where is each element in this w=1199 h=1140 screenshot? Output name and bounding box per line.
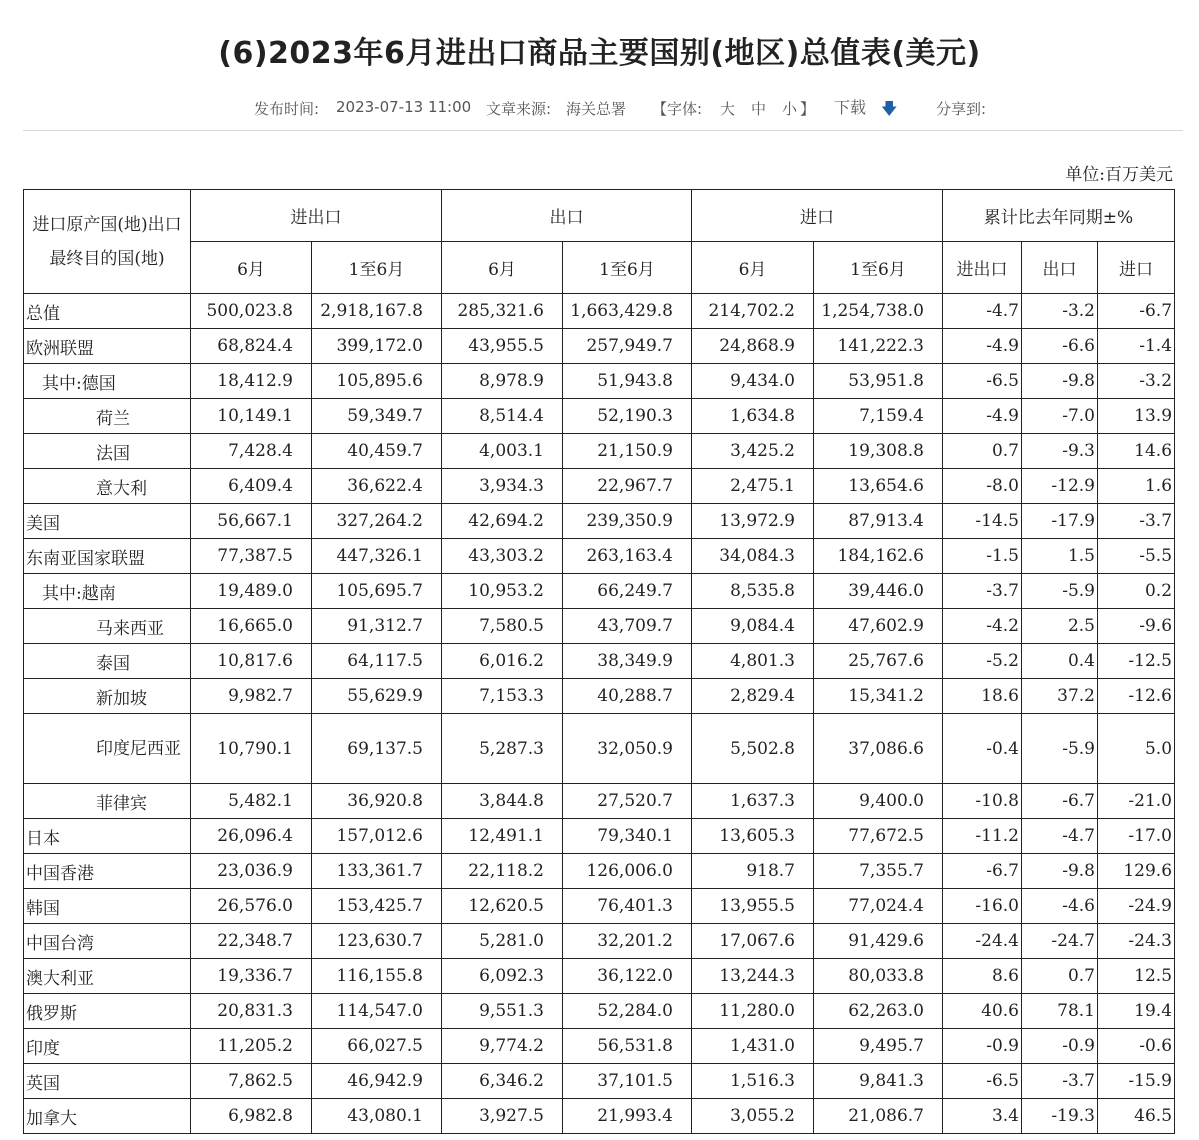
cell-value: -6.6 bbox=[1022, 329, 1098, 364]
cell-value: 76,401.3 bbox=[563, 889, 692, 924]
row-label: 新加坡 bbox=[24, 679, 191, 714]
subheader-cell: 出口 bbox=[1022, 242, 1098, 294]
table-row bbox=[24, 1099, 1175, 1134]
cell-value: 62,263.0 bbox=[814, 994, 943, 1029]
cell-value: -16.0 bbox=[943, 889, 1022, 924]
cell-value: 52,284.0 bbox=[563, 994, 692, 1029]
row-label: 马来西亚 bbox=[24, 609, 191, 644]
cell-value: -0.9 bbox=[1022, 1029, 1098, 1064]
cell-value: 66,249.7 bbox=[563, 574, 692, 609]
cell-value: -17.9 bbox=[1022, 504, 1098, 539]
cell-value: -11.2 bbox=[943, 819, 1022, 854]
font-size-open: 【字体: bbox=[652, 100, 703, 118]
cell-value: 40,288.7 bbox=[563, 679, 692, 714]
cell-value: 918.7 bbox=[692, 854, 814, 889]
cell-value: 1.5 bbox=[1022, 539, 1098, 574]
cell-value: 25,767.6 bbox=[814, 644, 943, 679]
cell-value: -19.3 bbox=[1022, 1099, 1098, 1134]
row-label: 印度 bbox=[24, 1029, 191, 1064]
group-header-total: 进出口 bbox=[191, 190, 442, 242]
cell-value: 6,016.2 bbox=[442, 644, 563, 679]
table-row bbox=[24, 924, 1175, 959]
row-label: 其中:德国 bbox=[24, 364, 191, 399]
cell-value: 13,244.3 bbox=[692, 959, 814, 994]
cell-value: 21,086.7 bbox=[814, 1099, 943, 1134]
row-label: 总值 bbox=[24, 294, 191, 329]
row-label: 中国台湾 bbox=[24, 924, 191, 959]
cell-value: 3,934.3 bbox=[442, 469, 563, 504]
source-label: 文章来源: bbox=[486, 100, 552, 118]
cell-value: 1,637.3 bbox=[692, 784, 814, 819]
cell-value: 12.5 bbox=[1098, 959, 1175, 994]
cell-value: 77,387.5 bbox=[191, 539, 312, 574]
cell-value: 22,967.7 bbox=[563, 469, 692, 504]
cell-value: 13,955.5 bbox=[692, 889, 814, 924]
cell-value: 91,429.6 bbox=[814, 924, 943, 959]
cell-value: 9,434.0 bbox=[692, 364, 814, 399]
cell-value: 13,654.6 bbox=[814, 469, 943, 504]
cell-value: -9.8 bbox=[1022, 364, 1098, 399]
cell-value: 40,459.7 bbox=[312, 434, 442, 469]
cell-value: 46.5 bbox=[1098, 1099, 1175, 1134]
cell-value: 13.9 bbox=[1098, 399, 1175, 434]
cell-value: 129.6 bbox=[1098, 854, 1175, 889]
row-label: 加拿大 bbox=[24, 1099, 191, 1134]
cell-value: -6.7 bbox=[1098, 294, 1175, 329]
cell-value: -7.0 bbox=[1022, 399, 1098, 434]
cell-value: 12,491.1 bbox=[442, 819, 563, 854]
cell-value: 43,709.7 bbox=[563, 609, 692, 644]
cell-value: 22,118.2 bbox=[442, 854, 563, 889]
cell-value: 37,086.6 bbox=[814, 714, 943, 784]
font-small-button[interactable]: 小 bbox=[782, 100, 798, 118]
cell-value: 87,913.4 bbox=[814, 504, 943, 539]
cell-value: 1.6 bbox=[1098, 469, 1175, 504]
cell-value: -4.2 bbox=[943, 609, 1022, 644]
cell-value: 17,067.6 bbox=[692, 924, 814, 959]
font-large-button[interactable]: 大 bbox=[720, 100, 736, 118]
cell-value: 9,841.3 bbox=[814, 1064, 943, 1099]
cell-value: 13,605.3 bbox=[692, 819, 814, 854]
cell-value: 56,531.8 bbox=[563, 1029, 692, 1064]
cell-value: 27,520.7 bbox=[563, 784, 692, 819]
cell-value: 1,663,429.8 bbox=[563, 294, 692, 329]
cell-value: 19,489.0 bbox=[191, 574, 312, 609]
cell-value: 105,695.7 bbox=[312, 574, 442, 609]
cell-value: 32,201.2 bbox=[563, 924, 692, 959]
cell-value: -3.7 bbox=[943, 574, 1022, 609]
cell-value: 0.7 bbox=[943, 434, 1022, 469]
cell-value: 263,163.4 bbox=[563, 539, 692, 574]
cell-value: 77,672.5 bbox=[814, 819, 943, 854]
cell-value: 26,096.4 bbox=[191, 819, 312, 854]
cell-value: 23,036.9 bbox=[191, 854, 312, 889]
cell-value: 13,972.9 bbox=[692, 504, 814, 539]
table-row bbox=[24, 994, 1175, 1029]
cell-value: 40.6 bbox=[943, 994, 1022, 1029]
cell-value: 53,951.8 bbox=[814, 364, 943, 399]
cell-value: -1.4 bbox=[1098, 329, 1175, 364]
cell-value: 141,222.3 bbox=[814, 329, 943, 364]
cell-value: 2,829.4 bbox=[692, 679, 814, 714]
cell-value: 69,137.5 bbox=[312, 714, 442, 784]
cell-value: 19.4 bbox=[1098, 994, 1175, 1029]
source-value: 海关总署 bbox=[566, 100, 627, 118]
cell-value: -21.0 bbox=[1098, 784, 1175, 819]
cell-value: -6.5 bbox=[943, 1064, 1022, 1099]
subheader-cell: 6月 bbox=[442, 242, 563, 294]
cell-value: 4,003.1 bbox=[442, 434, 563, 469]
cell-value: -24.7 bbox=[1022, 924, 1098, 959]
cell-value: 20,831.3 bbox=[191, 994, 312, 1029]
cell-value: -15.9 bbox=[1098, 1064, 1175, 1099]
subheader-cell: 6月 bbox=[191, 242, 312, 294]
row-label: 澳大利亚 bbox=[24, 959, 191, 994]
cell-value: -4.9 bbox=[943, 399, 1022, 434]
cell-value: 52,190.3 bbox=[563, 399, 692, 434]
cell-value: -3.2 bbox=[1022, 294, 1098, 329]
cell-value: 66,027.5 bbox=[312, 1029, 442, 1064]
cell-value: 8,514.4 bbox=[442, 399, 563, 434]
cell-value: -9.3 bbox=[1022, 434, 1098, 469]
row-label: 俄罗斯 bbox=[24, 994, 191, 1029]
cell-value: 46,942.9 bbox=[312, 1064, 442, 1099]
table-body bbox=[24, 294, 1175, 1134]
cell-value: 3,844.8 bbox=[442, 784, 563, 819]
table-row bbox=[24, 714, 1175, 784]
cell-value: 214,702.2 bbox=[692, 294, 814, 329]
cell-value: 11,280.0 bbox=[692, 994, 814, 1029]
publish-time: 2023-07-13 11:00 bbox=[336, 98, 472, 116]
cell-value: -12.6 bbox=[1098, 679, 1175, 714]
cell-value: 123,630.7 bbox=[312, 924, 442, 959]
cell-value: 19,336.7 bbox=[191, 959, 312, 994]
table-row bbox=[24, 609, 1175, 644]
cell-value: 8.6 bbox=[943, 959, 1022, 994]
row-label: 菲律宾 bbox=[24, 784, 191, 819]
table-row bbox=[24, 469, 1175, 504]
subheader-cell: 进出口 bbox=[943, 242, 1022, 294]
cell-value: -10.8 bbox=[943, 784, 1022, 819]
cell-value: 9,551.3 bbox=[442, 994, 563, 1029]
row-label: 法国 bbox=[24, 434, 191, 469]
cell-value: 26,576.0 bbox=[191, 889, 312, 924]
cell-value: 5,502.8 bbox=[692, 714, 814, 784]
cell-value: 6,092.3 bbox=[442, 959, 563, 994]
cell-value: -3.7 bbox=[1022, 1064, 1098, 1099]
cell-value: 10,953.2 bbox=[442, 574, 563, 609]
row-label: 泰国 bbox=[24, 644, 191, 679]
cell-value: 55,629.9 bbox=[312, 679, 442, 714]
cell-value: 3,927.5 bbox=[442, 1099, 563, 1134]
table-row bbox=[24, 364, 1175, 399]
cell-value: -0.4 bbox=[943, 714, 1022, 784]
row-label: 英国 bbox=[24, 1064, 191, 1099]
cell-value: 34,084.3 bbox=[692, 539, 814, 574]
cell-value: 21,150.9 bbox=[563, 434, 692, 469]
cell-value: 3.4 bbox=[943, 1099, 1022, 1134]
unit-label: 单位:百万美元 bbox=[1065, 165, 1173, 185]
group-header-yoy: 累计比去年同期±% bbox=[943, 190, 1175, 242]
cell-value: 12,620.5 bbox=[442, 889, 563, 924]
table-row bbox=[24, 504, 1175, 539]
cell-value: 19,308.8 bbox=[814, 434, 943, 469]
cell-value: 0.7 bbox=[1022, 959, 1098, 994]
cell-value: 16,665.0 bbox=[191, 609, 312, 644]
download-link[interactable]: 下载 bbox=[834, 98, 867, 117]
cell-value: 79,340.1 bbox=[563, 819, 692, 854]
cell-value: -5.9 bbox=[1022, 574, 1098, 609]
group-header-export: 出口 bbox=[442, 190, 692, 242]
cell-value: 6,346.2 bbox=[442, 1064, 563, 1099]
share-label: 分享到: bbox=[936, 100, 987, 118]
cell-value: -24.3 bbox=[1098, 924, 1175, 959]
cell-value: 2,918,167.8 bbox=[312, 294, 442, 329]
cell-value: 80,033.8 bbox=[814, 959, 943, 994]
cell-value: 43,303.2 bbox=[442, 539, 563, 574]
row-label: 美国 bbox=[24, 504, 191, 539]
cell-value: -8.0 bbox=[943, 469, 1022, 504]
cell-value: 1,516.3 bbox=[692, 1064, 814, 1099]
cell-value: 39,446.0 bbox=[814, 574, 943, 609]
cell-value: 116,155.8 bbox=[312, 959, 442, 994]
cell-value: 8,535.8 bbox=[692, 574, 814, 609]
table-row bbox=[24, 329, 1175, 364]
cell-value: -1.5 bbox=[943, 539, 1022, 574]
cell-value: 38,349.9 bbox=[563, 644, 692, 679]
cell-value: 7,428.4 bbox=[191, 434, 312, 469]
cell-value: 10,149.1 bbox=[191, 399, 312, 434]
cell-value: 78.1 bbox=[1022, 994, 1098, 1029]
cell-value: 18.6 bbox=[943, 679, 1022, 714]
cell-value: -4.7 bbox=[1022, 819, 1098, 854]
table-row bbox=[24, 294, 1175, 329]
table-row bbox=[24, 854, 1175, 889]
subheader-cell: 1至6月 bbox=[814, 242, 943, 294]
page-title: (6)2023年6月进出口商品主要国别(地区)总值表(美元) bbox=[218, 36, 981, 71]
cell-value: -4.7 bbox=[943, 294, 1022, 329]
cell-value: 5.0 bbox=[1098, 714, 1175, 784]
cell-value: 7,153.3 bbox=[442, 679, 563, 714]
cell-value: 37,101.5 bbox=[563, 1064, 692, 1099]
cell-value: 7,862.5 bbox=[191, 1064, 312, 1099]
row-label: 日本 bbox=[24, 819, 191, 854]
row-label: 其中:越南 bbox=[24, 574, 191, 609]
cell-value: 327,264.2 bbox=[312, 504, 442, 539]
group-header-import: 进口 bbox=[692, 190, 943, 242]
cell-value: 9,400.0 bbox=[814, 784, 943, 819]
cell-value: 22,348.7 bbox=[191, 924, 312, 959]
cell-value: -24.4 bbox=[943, 924, 1022, 959]
cell-value: 399,172.0 bbox=[312, 329, 442, 364]
cell-value: 6,982.8 bbox=[191, 1099, 312, 1134]
row-label: 欧洲联盟 bbox=[24, 329, 191, 364]
cell-value: 3,055.2 bbox=[692, 1099, 814, 1134]
row-label: 中国香港 bbox=[24, 854, 191, 889]
cell-value: 5,287.3 bbox=[442, 714, 563, 784]
cell-value: 10,817.6 bbox=[191, 644, 312, 679]
row-label: 意大利 bbox=[24, 469, 191, 504]
cell-value: 105,895.6 bbox=[312, 364, 442, 399]
cell-value: 24,868.9 bbox=[692, 329, 814, 364]
cell-value: 4,801.3 bbox=[692, 644, 814, 679]
table-row bbox=[24, 819, 1175, 854]
cell-value: 15,341.2 bbox=[814, 679, 943, 714]
cell-value: 1,634.8 bbox=[692, 399, 814, 434]
table-row bbox=[24, 434, 1175, 469]
cell-value: 126,006.0 bbox=[563, 854, 692, 889]
cell-value: 157,012.6 bbox=[312, 819, 442, 854]
cell-value: -5.9 bbox=[1022, 714, 1098, 784]
cell-value: 9,982.7 bbox=[191, 679, 312, 714]
cell-value: 239,350.9 bbox=[563, 504, 692, 539]
cell-value: 91,312.7 bbox=[312, 609, 442, 644]
cell-value: 36,122.0 bbox=[563, 959, 692, 994]
cell-value: 37.2 bbox=[1022, 679, 1098, 714]
cell-value: 77,024.4 bbox=[814, 889, 943, 924]
cell-value: 32,050.9 bbox=[563, 714, 692, 784]
cell-value: 7,159.4 bbox=[814, 399, 943, 434]
subheader-cell: 1至6月 bbox=[563, 242, 692, 294]
cell-value: 56,667.1 bbox=[191, 504, 312, 539]
table-row bbox=[24, 1064, 1175, 1099]
cell-value: -17.0 bbox=[1098, 819, 1175, 854]
cell-value: 9,495.7 bbox=[814, 1029, 943, 1064]
country-column-header: 进口原产国(地)出口最终目的国(地) bbox=[24, 190, 191, 294]
row-label: 东南亚国家联盟 bbox=[24, 539, 191, 574]
cell-value: 7,580.5 bbox=[442, 609, 563, 644]
row-label: 荷兰 bbox=[24, 399, 191, 434]
cell-value: -3.2 bbox=[1098, 364, 1175, 399]
subheader-cell: 1至6月 bbox=[312, 242, 442, 294]
cell-value: 14.6 bbox=[1098, 434, 1175, 469]
cell-value: 6,409.4 bbox=[191, 469, 312, 504]
trade-table bbox=[23, 189, 1175, 1134]
cell-value: 42,694.2 bbox=[442, 504, 563, 539]
table-row bbox=[24, 889, 1175, 924]
cell-value: -3.7 bbox=[1098, 504, 1175, 539]
cell-value: 47,602.9 bbox=[814, 609, 943, 644]
cell-value: 8,978.9 bbox=[442, 364, 563, 399]
cell-value: -0.9 bbox=[943, 1029, 1022, 1064]
cell-value: -14.5 bbox=[943, 504, 1022, 539]
cell-value: -24.9 bbox=[1098, 889, 1175, 924]
row-label: 印度尼西亚 bbox=[24, 714, 191, 784]
cell-value: 1,431.0 bbox=[692, 1029, 814, 1064]
cell-value: -6.7 bbox=[943, 854, 1022, 889]
cell-value: 43,955.5 bbox=[442, 329, 563, 364]
cell-value: 11,205.2 bbox=[191, 1029, 312, 1064]
table-row bbox=[24, 539, 1175, 574]
table-row bbox=[24, 1029, 1175, 1064]
cell-value: 2,475.1 bbox=[692, 469, 814, 504]
cell-value: 5,482.1 bbox=[191, 784, 312, 819]
cell-value: 285,321.6 bbox=[442, 294, 563, 329]
cell-value: -9.8 bbox=[1022, 854, 1098, 889]
cell-value: -12.9 bbox=[1022, 469, 1098, 504]
subheader-cell: 6月 bbox=[692, 242, 814, 294]
cell-value: 64,117.5 bbox=[312, 644, 442, 679]
table-row bbox=[24, 399, 1175, 434]
divider bbox=[23, 130, 1183, 131]
font-size-close: 】 bbox=[800, 100, 816, 118]
cell-value: 5,281.0 bbox=[442, 924, 563, 959]
row-label: 韩国 bbox=[24, 889, 191, 924]
subheader-cell: 进口 bbox=[1098, 242, 1175, 294]
cell-value: 133,361.7 bbox=[312, 854, 442, 889]
cell-value: -0.6 bbox=[1098, 1029, 1175, 1064]
cell-value: -5.5 bbox=[1098, 539, 1175, 574]
cell-value: -5.2 bbox=[943, 644, 1022, 679]
cell-value: -9.6 bbox=[1098, 609, 1175, 644]
table-row bbox=[24, 959, 1175, 994]
cell-value: 18,412.9 bbox=[191, 364, 312, 399]
cell-value: 500,023.8 bbox=[191, 294, 312, 329]
cell-value: -6.5 bbox=[943, 364, 1022, 399]
table-row bbox=[24, 679, 1175, 714]
publish-label: 发布时间: bbox=[254, 100, 320, 118]
cell-value: 0.2 bbox=[1098, 574, 1175, 609]
cell-value: 36,622.4 bbox=[312, 469, 442, 504]
cell-value: 1,254,738.0 bbox=[814, 294, 943, 329]
download-arrow-icon[interactable]: 🡇 bbox=[881, 99, 898, 118]
cell-value: 59,349.7 bbox=[312, 399, 442, 434]
cell-value: 447,326.1 bbox=[312, 539, 442, 574]
cell-value: 68,824.4 bbox=[191, 329, 312, 364]
table-row bbox=[24, 784, 1175, 819]
cell-value: 3,425.2 bbox=[692, 434, 814, 469]
cell-value: 2.5 bbox=[1022, 609, 1098, 644]
table-row bbox=[24, 644, 1175, 679]
cell-value: 7,355.7 bbox=[814, 854, 943, 889]
cell-value: 153,425.7 bbox=[312, 889, 442, 924]
cell-value: 10,790.1 bbox=[191, 714, 312, 784]
cell-value: 257,949.7 bbox=[563, 329, 692, 364]
cell-value: -4.6 bbox=[1022, 889, 1098, 924]
cell-value: 9,774.2 bbox=[442, 1029, 563, 1064]
cell-value: -4.9 bbox=[943, 329, 1022, 364]
cell-value: 0.4 bbox=[1022, 644, 1098, 679]
cell-value: 184,162.6 bbox=[814, 539, 943, 574]
cell-value: 51,943.8 bbox=[563, 364, 692, 399]
cell-value: 21,993.4 bbox=[563, 1099, 692, 1134]
table-row bbox=[24, 574, 1175, 609]
cell-value: 43,080.1 bbox=[312, 1099, 442, 1134]
cell-value: 114,547.0 bbox=[312, 994, 442, 1029]
cell-value: 9,084.4 bbox=[692, 609, 814, 644]
cell-value: -12.5 bbox=[1098, 644, 1175, 679]
font-medium-button[interactable]: 中 bbox=[751, 100, 767, 118]
cell-value: -6.7 bbox=[1022, 784, 1098, 819]
cell-value: 36,920.8 bbox=[312, 784, 442, 819]
